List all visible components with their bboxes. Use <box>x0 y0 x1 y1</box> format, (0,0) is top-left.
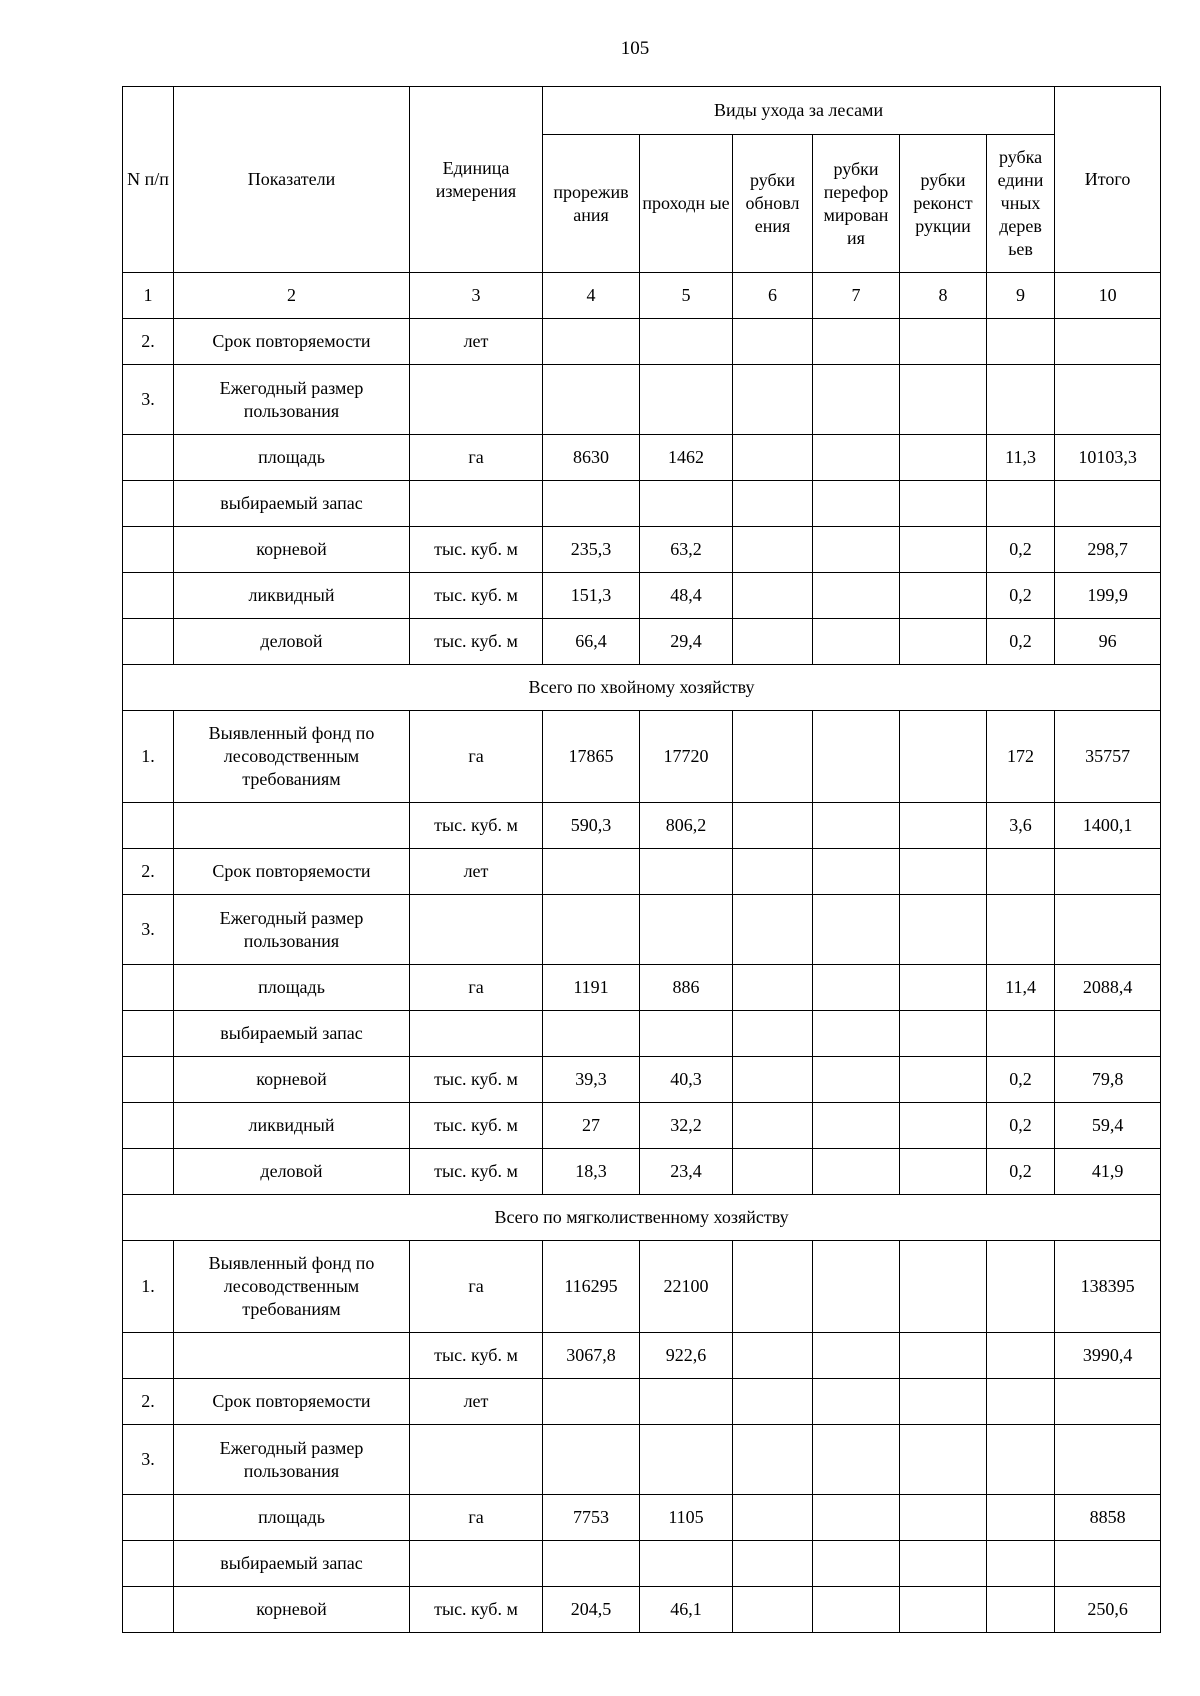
table-cell: 199,9 <box>1055 573 1161 619</box>
table-cell: 2. <box>123 319 174 365</box>
table-row <box>123 1241 1161 1333</box>
table-row <box>123 435 1161 481</box>
column-number: 4 <box>543 273 640 319</box>
table-cell <box>900 319 987 365</box>
table-cell <box>123 619 174 665</box>
table-cell <box>900 1011 987 1057</box>
table-cell <box>640 365 733 435</box>
table-cell <box>640 1425 733 1495</box>
table-cell <box>123 573 174 619</box>
table-cell <box>733 1057 813 1103</box>
table-cell: тыс. куб. м <box>410 1103 543 1149</box>
table-cell: 3,6 <box>987 803 1055 849</box>
forest-care-table <box>122 86 1161 1633</box>
table-cell <box>640 1541 733 1587</box>
table-cell <box>733 1333 813 1379</box>
table-cell: 116295 <box>543 1241 640 1333</box>
table-cell <box>987 319 1055 365</box>
column-number-row <box>123 273 1161 319</box>
table-cell <box>900 527 987 573</box>
table-cell: 0,2 <box>987 573 1055 619</box>
table-cell: 151,3 <box>543 573 640 619</box>
table-cell <box>733 803 813 849</box>
table-row <box>123 1425 1161 1495</box>
table-cell: 8858 <box>1055 1495 1161 1541</box>
table-cell: 7753 <box>543 1495 640 1541</box>
table-cell <box>1055 1379 1161 1425</box>
table-cell <box>543 365 640 435</box>
table-cell <box>410 895 543 965</box>
table-cell <box>410 481 543 527</box>
table-cell <box>900 1333 987 1379</box>
table-cell <box>900 895 987 965</box>
table-cell: 10103,3 <box>1055 435 1161 481</box>
table-cell: площадь <box>174 1495 410 1541</box>
table-cell <box>900 1149 987 1195</box>
table-cell: 0,2 <box>987 619 1055 665</box>
table-cell: Срок повторяемости <box>174 319 410 365</box>
table-cell <box>123 1057 174 1103</box>
table-cell: 40,3 <box>640 1057 733 1103</box>
table-cell: 35757 <box>1055 711 1161 803</box>
table-cell <box>123 1587 174 1633</box>
section-title: Всего по мягколиственному хозяйству <box>123 1195 1161 1241</box>
table-cell: 0,2 <box>987 1103 1055 1149</box>
table-cell: корневой <box>174 527 410 573</box>
table-row <box>123 1587 1161 1633</box>
table-cell: деловой <box>174 1149 410 1195</box>
table-cell <box>123 803 174 849</box>
table-cell: 17720 <box>640 711 733 803</box>
table-cell: деловой <box>174 619 410 665</box>
table-cell: 3. <box>123 365 174 435</box>
table-row <box>123 1541 1161 1587</box>
table-cell: 1400,1 <box>1055 803 1161 849</box>
table-cell <box>733 481 813 527</box>
table-cell: выбираемый запас <box>174 1011 410 1057</box>
table-cell <box>900 1103 987 1149</box>
column-number: 2 <box>174 273 410 319</box>
table-cell <box>987 1587 1055 1633</box>
table-cell <box>987 1241 1055 1333</box>
table-cell: Выявленный фонд по лесоводственным требованиям <box>174 1241 410 1333</box>
table-cell <box>813 1379 900 1425</box>
table-cell <box>813 965 900 1011</box>
column-number: 7 <box>813 273 900 319</box>
table-cell: 886 <box>640 965 733 1011</box>
table-cell <box>813 849 900 895</box>
table-cell: ликвидный <box>174 573 410 619</box>
table-cell <box>123 1011 174 1057</box>
table-cell <box>733 1149 813 1195</box>
table-cell <box>123 435 174 481</box>
table-cell: 63,2 <box>640 527 733 573</box>
table-cell <box>733 365 813 435</box>
table-row <box>123 1103 1161 1149</box>
table-cell: 0,2 <box>987 1149 1055 1195</box>
table-cell <box>813 1241 900 1333</box>
table-cell <box>900 435 987 481</box>
table-cell: площадь <box>174 435 410 481</box>
table-cell <box>543 319 640 365</box>
table-cell <box>733 573 813 619</box>
table-cell <box>1055 895 1161 965</box>
table-cell <box>1055 1011 1161 1057</box>
table-cell <box>900 965 987 1011</box>
table-cell <box>410 1011 543 1057</box>
table-cell: тыс. куб. м <box>410 1149 543 1195</box>
table-cell: 59,4 <box>1055 1103 1161 1149</box>
table-cell: 96 <box>1055 619 1161 665</box>
table-cell: 29,4 <box>640 619 733 665</box>
table-cell: 2. <box>123 1379 174 1425</box>
header-type-reformation: рубки перефор мирован ия <box>813 135 900 273</box>
table-cell: 1. <box>123 1241 174 1333</box>
table-row <box>123 1379 1161 1425</box>
table-row <box>123 1333 1161 1379</box>
table-cell <box>813 1103 900 1149</box>
table-row <box>123 573 1161 619</box>
table-cell <box>123 1541 174 1587</box>
table-cell: 23,4 <box>640 1149 733 1195</box>
table-cell <box>900 1587 987 1633</box>
table-cell: 1191 <box>543 965 640 1011</box>
table-cell <box>733 435 813 481</box>
table-row <box>123 1011 1161 1057</box>
header-type-passage: проходн ые <box>640 135 733 273</box>
column-number: 1 <box>123 273 174 319</box>
table-cell: 46,1 <box>640 1587 733 1633</box>
table-cell <box>733 965 813 1011</box>
table-cell <box>123 1103 174 1149</box>
table-cell: лет <box>410 1379 543 1425</box>
table-cell <box>123 527 174 573</box>
header-n: N п/п <box>123 87 174 273</box>
table-row <box>123 895 1161 965</box>
table-cell <box>543 1541 640 1587</box>
table-header <box>123 87 1161 319</box>
table-cell: выбираемый запас <box>174 1541 410 1587</box>
table-cell <box>1055 1541 1161 1587</box>
table-cell <box>733 711 813 803</box>
table-cell <box>813 481 900 527</box>
table-cell: 11,4 <box>987 965 1055 1011</box>
table-cell <box>813 319 900 365</box>
table-cell <box>987 1541 1055 1587</box>
table-cell: тыс. куб. м <box>410 527 543 573</box>
table-cell <box>987 849 1055 895</box>
table-cell <box>813 365 900 435</box>
table-cell <box>640 1011 733 1057</box>
table-cell: 2088,4 <box>1055 965 1161 1011</box>
table-cell: 11,3 <box>987 435 1055 481</box>
table-cell <box>900 1495 987 1541</box>
table-cell <box>733 1495 813 1541</box>
header-type-renewal: рубки обновл ения <box>733 135 813 273</box>
table-cell: 1. <box>123 711 174 803</box>
table-cell <box>813 1057 900 1103</box>
table-cell: 922,6 <box>640 1333 733 1379</box>
column-number: 10 <box>1055 273 1161 319</box>
table-cell: 39,3 <box>543 1057 640 1103</box>
column-number: 8 <box>900 273 987 319</box>
table-cell: 298,7 <box>1055 527 1161 573</box>
table-cell <box>900 711 987 803</box>
table-cell <box>543 1425 640 1495</box>
table-cell: 3. <box>123 895 174 965</box>
table-cell: лет <box>410 319 543 365</box>
table-cell <box>733 1241 813 1333</box>
table-row <box>123 365 1161 435</box>
table-cell: 22100 <box>640 1241 733 1333</box>
table-cell: 48,4 <box>640 573 733 619</box>
table-row <box>123 619 1161 665</box>
table-cell <box>733 849 813 895</box>
table-cell <box>410 1425 543 1495</box>
table-cell: га <box>410 1241 543 1333</box>
table-cell: 3067,8 <box>543 1333 640 1379</box>
table-cell: 235,3 <box>543 527 640 573</box>
table-cell <box>987 1379 1055 1425</box>
table-cell: Срок повторяемости <box>174 849 410 895</box>
table-cell <box>410 365 543 435</box>
table-cell: ликвидный <box>174 1103 410 1149</box>
table-cell <box>987 895 1055 965</box>
table-row <box>123 1057 1161 1103</box>
table-cell <box>123 1149 174 1195</box>
table-cell <box>640 319 733 365</box>
table-row <box>123 965 1161 1011</box>
table-cell <box>900 619 987 665</box>
table-cell <box>813 1011 900 1057</box>
table-cell <box>1055 849 1161 895</box>
table-cell: 3. <box>123 1425 174 1495</box>
table-cell: 590,3 <box>543 803 640 849</box>
table-cell: 806,2 <box>640 803 733 849</box>
table-cell: Ежегодный размер пользования <box>174 365 410 435</box>
table-cell <box>987 1333 1055 1379</box>
table-cell: 41,9 <box>1055 1149 1161 1195</box>
section-header-row <box>123 1195 1161 1241</box>
table-cell <box>987 1425 1055 1495</box>
table-cell: 27 <box>543 1103 640 1149</box>
table-cell: 17865 <box>543 711 640 803</box>
table-cell: Срок повторяемости <box>174 1379 410 1425</box>
table-cell: 138395 <box>1055 1241 1161 1333</box>
table-cell <box>543 895 640 965</box>
table-cell <box>813 895 900 965</box>
table-cell <box>900 481 987 527</box>
column-number: 3 <box>410 273 543 319</box>
table-cell <box>987 1011 1055 1057</box>
header-type-thinning: прорежив ания <box>543 135 640 273</box>
table-cell: 3990,4 <box>1055 1333 1161 1379</box>
table-cell: лет <box>410 849 543 895</box>
table-cell <box>733 319 813 365</box>
table-row <box>123 1495 1161 1541</box>
table-cell <box>813 527 900 573</box>
table-cell: тыс. куб. м <box>410 1333 543 1379</box>
table-cell <box>733 1425 813 1495</box>
table-row <box>123 319 1161 365</box>
table-cell <box>900 1541 987 1587</box>
table-cell <box>733 1587 813 1633</box>
table-cell: тыс. куб. м <box>410 1057 543 1103</box>
header-care-types-group: Виды ухода за лесами <box>543 87 1055 135</box>
table-cell <box>813 1587 900 1633</box>
table-cell: га <box>410 711 543 803</box>
table-cell <box>543 1379 640 1425</box>
table-cell: га <box>410 965 543 1011</box>
table-cell <box>174 803 410 849</box>
table-cell: тыс. куб. м <box>410 803 543 849</box>
table-row <box>123 803 1161 849</box>
table-cell <box>900 1057 987 1103</box>
table-cell <box>733 1379 813 1425</box>
table-cell: Ежегодный размер пользования <box>174 1425 410 1495</box>
table-cell <box>813 803 900 849</box>
table-cell <box>733 619 813 665</box>
table-cell: 32,2 <box>640 1103 733 1149</box>
table-cell <box>813 573 900 619</box>
table-cell: 250,6 <box>1055 1587 1161 1633</box>
table-cell: площадь <box>174 965 410 1011</box>
table-cell <box>733 1103 813 1149</box>
table-cell: га <box>410 1495 543 1541</box>
table-cell: Ежегодный размер пользования <box>174 895 410 965</box>
column-number: 6 <box>733 273 813 319</box>
table-cell <box>410 1541 543 1587</box>
table-cell <box>1055 1425 1161 1495</box>
table-cell: 1462 <box>640 435 733 481</box>
column-number: 9 <box>987 273 1055 319</box>
table-cell <box>123 481 174 527</box>
table-cell: тыс. куб. м <box>410 573 543 619</box>
table-cell: га <box>410 435 543 481</box>
table-cell: 1105 <box>640 1495 733 1541</box>
table-row <box>123 1149 1161 1195</box>
table-cell <box>900 365 987 435</box>
table-cell <box>123 1333 174 1379</box>
table-cell <box>900 1241 987 1333</box>
table-cell: 172 <box>987 711 1055 803</box>
table-cell <box>900 1425 987 1495</box>
table-cell <box>733 1541 813 1587</box>
table-cell <box>640 481 733 527</box>
table-cell <box>640 849 733 895</box>
table-cell <box>174 1333 410 1379</box>
header-type-single-trees: рубка едини чных дерев ьев <box>987 135 1055 273</box>
table-cell <box>813 711 900 803</box>
section-header-row <box>123 665 1161 711</box>
header-total: Итого <box>1055 87 1161 273</box>
table-cell: 8630 <box>543 435 640 481</box>
table-cell <box>813 1425 900 1495</box>
header-type-reconstruction: рубки реконст рукции <box>900 135 987 273</box>
table-cell <box>900 803 987 849</box>
table-cell <box>813 1333 900 1379</box>
table-cell <box>733 1011 813 1057</box>
header-indicators: Показатели <box>174 87 410 273</box>
table-row <box>123 711 1161 803</box>
table-cell <box>813 1149 900 1195</box>
table-row <box>123 849 1161 895</box>
column-number: 5 <box>640 273 733 319</box>
table-cell <box>813 435 900 481</box>
table-cell <box>1055 481 1161 527</box>
table-cell <box>543 1011 640 1057</box>
table-cell <box>733 895 813 965</box>
table-cell <box>813 1541 900 1587</box>
table-cell <box>543 849 640 895</box>
table-row <box>123 527 1161 573</box>
table-cell <box>640 1379 733 1425</box>
table-row <box>123 481 1161 527</box>
table-cell: 18,3 <box>543 1149 640 1195</box>
table-cell <box>640 895 733 965</box>
table-cell <box>1055 319 1161 365</box>
table-cell: 79,8 <box>1055 1057 1161 1103</box>
section-title: Всего по хвойному хозяйству <box>123 665 1161 711</box>
table-cell: Выявленный фонд по лесоводственным требованиям <box>174 711 410 803</box>
table-cell <box>987 365 1055 435</box>
table-body <box>123 319 1161 1633</box>
table-cell <box>123 965 174 1011</box>
table-cell <box>733 527 813 573</box>
table-cell: 0,2 <box>987 527 1055 573</box>
table-cell: 66,4 <box>543 619 640 665</box>
table-cell: тыс. куб. м <box>410 1587 543 1633</box>
header-unit: Единица измерения <box>410 87 543 273</box>
table-cell <box>900 1379 987 1425</box>
table-cell: 0,2 <box>987 1057 1055 1103</box>
table-cell <box>900 573 987 619</box>
table-cell: корневой <box>174 1057 410 1103</box>
table-cell: тыс. куб. м <box>410 619 543 665</box>
table-cell <box>813 1495 900 1541</box>
table-cell <box>813 619 900 665</box>
table-cell <box>987 481 1055 527</box>
table-cell: корневой <box>174 1587 410 1633</box>
table-cell <box>987 1495 1055 1541</box>
table-cell <box>543 481 640 527</box>
table-cell <box>1055 365 1161 435</box>
table-cell: выбираемый запас <box>174 481 410 527</box>
table-cell <box>900 849 987 895</box>
page-number: 105 <box>620 38 650 59</box>
table-cell <box>123 1495 174 1541</box>
table-cell: 2. <box>123 849 174 895</box>
table-cell: 204,5 <box>543 1587 640 1633</box>
